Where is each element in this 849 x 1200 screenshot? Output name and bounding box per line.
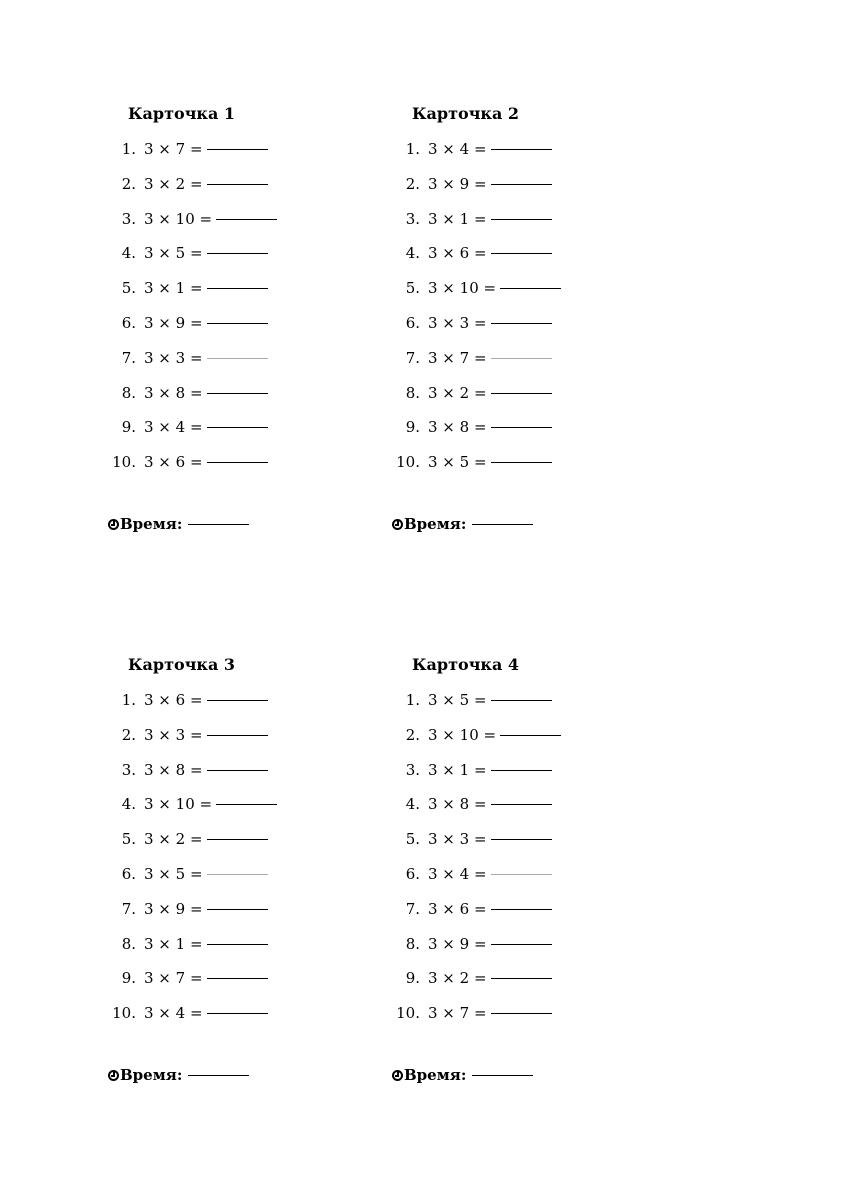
answer-blank[interactable]	[491, 393, 552, 394]
problem-item	[108, 862, 338, 897]
problem-item	[392, 450, 622, 485]
problem-number: 2.	[121, 174, 136, 193]
problem-expression: 3 × 8 =	[428, 418, 487, 437]
problem-number: 9.	[121, 418, 136, 437]
answer-blank[interactable]	[207, 358, 268, 359]
answer-blank[interactable]	[491, 358, 552, 359]
answer-blank[interactable]	[207, 944, 268, 945]
answer-blank[interactable]	[207, 149, 268, 150]
problem-expression: 3 × 9 =	[428, 174, 487, 193]
problem-expression: 3 × 2 =	[144, 830, 203, 849]
answer-blank[interactable]	[207, 288, 268, 289]
problem-expression: 3 × 1 =	[428, 760, 487, 779]
problem-list	[108, 137, 338, 485]
problem-expression: 3 × 3 =	[144, 348, 203, 367]
problem-expression: 3 × 9 =	[428, 934, 487, 953]
problem-number: 9.	[405, 969, 420, 988]
problem-expression: 3 × 3 =	[428, 830, 487, 849]
problem-number: 5.	[405, 279, 420, 298]
answer-blank[interactable]	[491, 839, 552, 840]
problem-expression: 3 × 9 =	[144, 899, 203, 918]
problem-item	[108, 827, 338, 862]
problem-expression: 3 × 4 =	[428, 864, 487, 883]
problem-number: 8.	[121, 934, 136, 953]
problem-expression: 3 × 5 =	[428, 691, 487, 709]
answer-blank[interactable]	[491, 874, 552, 875]
problem-number: 6.	[121, 313, 136, 332]
problem-item	[108, 723, 338, 758]
problem-number: 7.	[121, 348, 136, 367]
problem-item	[392, 827, 622, 862]
time-blank[interactable]	[472, 524, 533, 525]
answer-blank[interactable]	[207, 462, 268, 463]
problem-number: 1.	[121, 140, 136, 158]
problem-expression: 3 × 5 =	[428, 453, 487, 472]
problem-expression: 3 × 8 =	[144, 383, 203, 402]
problem-item	[108, 172, 338, 207]
problem-item	[108, 415, 338, 450]
time-label: Время:	[404, 515, 467, 533]
time-label: Время:	[120, 515, 183, 533]
problem-item	[108, 311, 338, 346]
problem-list	[108, 688, 338, 1036]
problem-item	[392, 137, 622, 172]
problem-expression: 3 × 3 =	[144, 725, 203, 744]
answer-blank[interactable]	[216, 219, 277, 220]
problem-expression: 3 × 10 =	[144, 795, 213, 814]
problem-item	[108, 450, 338, 485]
problem-number: 4.	[121, 244, 136, 263]
problem-number: 10.	[396, 1004, 420, 1023]
answer-blank[interactable]	[491, 1013, 552, 1014]
problem-number: 4.	[405, 795, 420, 814]
answer-blank[interactable]	[207, 874, 268, 875]
problem-item	[392, 792, 622, 827]
problem-list	[392, 137, 622, 485]
time-label: Время:	[404, 1066, 467, 1084]
problem-item	[108, 137, 338, 172]
problem-number: 7.	[405, 348, 420, 367]
problem-expression: 3 × 7 =	[428, 1004, 487, 1023]
problem-item	[392, 346, 622, 381]
problem-number: 2.	[405, 725, 420, 744]
answer-blank[interactable]	[500, 735, 561, 736]
answer-blank[interactable]	[216, 804, 277, 805]
problem-item	[108, 381, 338, 416]
time-row	[108, 1064, 249, 1086]
problem-expression: 3 × 4 =	[428, 140, 487, 158]
time-blank[interactable]	[188, 524, 249, 525]
problem-item	[392, 758, 622, 793]
answer-blank[interactable]	[207, 735, 268, 736]
problem-expression: 3 × 7 =	[144, 140, 203, 158]
answer-blank[interactable]	[491, 804, 552, 805]
time-blank[interactable]	[472, 1075, 533, 1076]
problem-expression: 3 × 7 =	[144, 969, 203, 988]
problem-expression: 3 × 6 =	[144, 453, 203, 472]
problem-number: 5.	[405, 830, 420, 849]
problem-item	[392, 172, 622, 207]
problem-expression: 3 × 10 =	[428, 279, 497, 298]
problem-number: 10.	[112, 453, 136, 472]
answer-blank[interactable]	[500, 288, 561, 289]
problem-number: 8.	[405, 383, 420, 402]
problem-expression: 3 × 10 =	[144, 209, 213, 228]
problem-expression: 3 × 9 =	[144, 313, 203, 332]
answer-blank[interactable]	[207, 253, 268, 254]
problem-item	[392, 415, 622, 450]
problem-number: 8.	[405, 934, 420, 953]
problem-expression: 3 × 8 =	[428, 795, 487, 814]
problem-expression: 3 × 10 =	[428, 725, 497, 744]
problem-item	[392, 1001, 622, 1036]
problem-item	[392, 862, 622, 897]
problem-number: 7.	[405, 899, 420, 918]
problem-number: 8.	[121, 383, 136, 402]
problem-expression: 3 × 2 =	[428, 383, 487, 402]
problem-number: 10.	[112, 1004, 136, 1023]
problem-item	[108, 346, 338, 381]
problem-expression: 3 × 1 =	[428, 209, 487, 228]
answer-blank[interactable]	[491, 184, 552, 185]
answer-blank[interactable]	[207, 909, 268, 910]
answer-blank[interactable]	[491, 978, 552, 979]
problem-item	[392, 311, 622, 346]
answer-blank[interactable]	[491, 323, 552, 324]
answer-blank[interactable]	[491, 944, 552, 945]
problem-item	[392, 241, 622, 276]
answer-blank[interactable]	[491, 219, 552, 220]
problem-number: 3.	[121, 209, 136, 228]
card-title: Карточка 3	[128, 655, 236, 674]
problem-expression: 3 × 3 =	[428, 313, 487, 332]
problem-number: 1.	[405, 691, 420, 709]
problem-expression: 3 × 5 =	[144, 244, 203, 263]
clock-icon	[392, 519, 403, 530]
problem-expression: 3 × 1 =	[144, 279, 203, 298]
problem-item	[108, 276, 338, 311]
problem-number: 1.	[405, 140, 420, 158]
problem-number: 1.	[121, 691, 136, 709]
problem-list	[392, 688, 622, 1036]
problem-item	[392, 276, 622, 311]
problem-expression: 3 × 7 =	[428, 348, 487, 367]
problem-number: 6.	[405, 864, 420, 883]
clock-icon	[108, 1070, 119, 1081]
problem-item	[108, 932, 338, 967]
problem-expression: 3 × 2 =	[428, 969, 487, 988]
time-row	[392, 513, 533, 535]
answer-blank[interactable]	[491, 909, 552, 910]
problem-number: 9.	[121, 969, 136, 988]
answer-blank[interactable]	[207, 700, 268, 701]
answer-blank[interactable]	[491, 462, 552, 463]
problem-item	[392, 932, 622, 967]
problem-number: 4.	[121, 795, 136, 814]
problem-number: 3.	[405, 209, 420, 228]
problem-item	[392, 381, 622, 416]
problem-expression: 3 × 5 =	[144, 864, 203, 883]
problem-expression: 3 × 1 =	[144, 934, 203, 953]
problem-expression: 3 × 6 =	[428, 899, 487, 918]
problem-item	[392, 688, 622, 723]
problem-item	[108, 758, 338, 793]
answer-blank[interactable]	[207, 1013, 268, 1014]
time-row	[392, 1064, 533, 1086]
problem-number: 5.	[121, 279, 136, 298]
problem-item	[392, 897, 622, 932]
problem-item	[108, 688, 338, 723]
answer-blank[interactable]	[491, 253, 552, 254]
problem-item	[392, 966, 622, 1001]
problem-item	[392, 207, 622, 242]
answer-blank[interactable]	[491, 149, 552, 150]
answer-blank[interactable]	[207, 770, 268, 771]
answer-blank[interactable]	[207, 393, 268, 394]
problem-number: 10.	[396, 453, 420, 472]
clock-icon	[392, 1070, 403, 1081]
card-title: Карточка 2	[412, 104, 520, 123]
problem-number: 7.	[121, 899, 136, 918]
problem-number: 6.	[121, 864, 136, 883]
problem-number: 4.	[405, 244, 420, 263]
card-title: Карточка 4	[412, 655, 520, 674]
problem-item	[392, 723, 622, 758]
card-title: Карточка 1	[128, 104, 236, 123]
time-row	[108, 513, 249, 535]
answer-blank[interactable]	[491, 427, 552, 428]
problem-item	[108, 241, 338, 276]
problem-expression: 3 × 8 =	[144, 760, 203, 779]
answer-blank[interactable]	[207, 978, 268, 979]
time-blank[interactable]	[188, 1075, 249, 1076]
problem-number: 3.	[121, 760, 136, 779]
problem-item	[108, 792, 338, 827]
answer-blank[interactable]	[491, 770, 552, 771]
answer-blank[interactable]	[491, 700, 552, 701]
problem-item	[108, 897, 338, 932]
problem-number: 9.	[405, 418, 420, 437]
problem-number: 3.	[405, 760, 420, 779]
problem-expression: 3 × 6 =	[428, 244, 487, 263]
answer-blank[interactable]	[207, 184, 268, 185]
clock-icon	[108, 519, 119, 530]
problem-item	[108, 207, 338, 242]
problem-expression: 3 × 4 =	[144, 1004, 203, 1023]
problem-item	[108, 1001, 338, 1036]
answer-blank[interactable]	[207, 427, 268, 428]
problem-expression: 3 × 6 =	[144, 691, 203, 709]
problem-number: 5.	[121, 830, 136, 849]
problem-number: 2.	[405, 174, 420, 193]
problem-number: 6.	[405, 313, 420, 332]
problem-expression: 3 × 2 =	[144, 174, 203, 193]
answer-blank[interactable]	[207, 323, 268, 324]
problem-item	[108, 966, 338, 1001]
problem-expression: 3 × 4 =	[144, 418, 203, 437]
problem-number: 2.	[121, 725, 136, 744]
answer-blank[interactable]	[207, 839, 268, 840]
time-label: Время:	[120, 1066, 183, 1084]
